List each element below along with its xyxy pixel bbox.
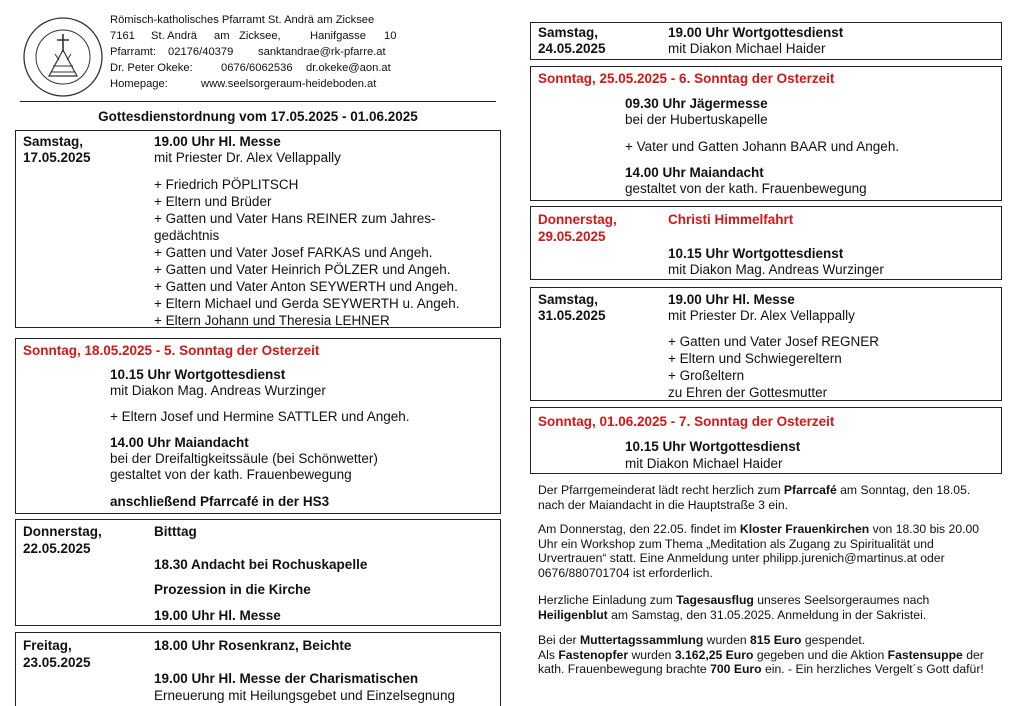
notice-tagesausflug: Herzliche Einladung zum Tagesausflug unseres Seelsorgeraumes nach Heiligenblut am Samstag, den 31.05.2025. Anmeldung in der Sakristei. — [538, 593, 930, 622]
service-time: 19.00 Uhr Wortgottesdienst — [668, 25, 844, 40]
service-time: 18.00 Uhr Rosenkranz, Beichte — [154, 638, 352, 653]
header-rule — [20, 101, 496, 102]
service-time: 19.00 Uhr Hl. Messe — [154, 608, 281, 623]
entry-day: Samstag, — [23, 134, 84, 149]
intention: + Eltern Josef und Hermine SATTLER und Angeh. — [110, 409, 410, 424]
celebrant: mit Priester Dr. Alex Vellappally — [668, 308, 855, 323]
service-location: bei der Dreifaltigkeitssäule (bei Schönwetter) — [110, 451, 378, 466]
entry-sunday-01 — [530, 407, 1002, 474]
entry-saturday-24 — [530, 22, 1002, 60]
service-time: 18.30 Andacht bei Rochuskapelle — [154, 557, 368, 572]
celebrant: mit Priester Dr. Alex Vellappally — [154, 150, 341, 165]
entry-date: 22.05.2025 — [23, 541, 91, 556]
service-time: 14.00 Uhr Maiandacht — [110, 435, 249, 450]
entry-thursday-22 — [15, 519, 501, 626]
header-priest: Dr. Peter Okeke: 0676/6062536 dr.okeke@aon.at — [110, 62, 391, 74]
entry-day: Freitag, — [23, 638, 72, 653]
service-location: bei der Hubertuskapelle — [625, 112, 768, 127]
entry-sunday-18 — [15, 338, 501, 514]
intention: + Eltern und Brüder — [154, 194, 272, 209]
pfarrcafe-note: anschließend Pfarrcafé in der HS3 — [110, 494, 330, 509]
entry-date: 29.05.2025 — [538, 229, 606, 244]
notice-collections: Bei der Muttertagssammlung wurden 815 Euro gespendet. Als Fastenopfer wurden 3.162,25 Euro gegeben und die Aktion Fastensuppe der kath. Frauenbewegung brachte 700 Euro ein. - Ein herzliches Vergelt´s Gott dafür! — [538, 633, 984, 677]
procession: Prozession in die Kirche — [154, 582, 311, 597]
intention: + Friedrich PÖPLITSCH — [154, 177, 299, 192]
bitttag-label: Bitttag — [154, 524, 197, 539]
entry-day: Donnerstag, — [538, 212, 617, 227]
sunday-heading: Sonntag, 01.06.2025 - 7. Sonntag der Osterzeit — [538, 414, 835, 429]
intention: zu Ehren der Gottesmutter — [668, 385, 828, 400]
intention: + Vater und Gatten Johann BAAR und Angeh. — [625, 139, 900, 154]
service-time: 10.15 Uhr Wortgottesdienst — [668, 246, 844, 261]
service-organizer: gestaltet von der kath. Frauenbewegung — [110, 467, 352, 482]
intention: + Gatten und Vater Hans REINER zum Jahres- — [154, 211, 436, 226]
entry-day: Donnerstag, — [23, 524, 102, 539]
notice-pfarrcafe: Der Pfarrgemeinderat lädt recht herzlich zum Pfarrcafé am Sonntag, den 18.05. nach der Maiandacht in die Hauptstraße 3 ein. — [538, 483, 971, 512]
celebrant: mit Diakon Michael Haider — [668, 41, 826, 56]
entry-sunday-25 — [530, 66, 1002, 201]
intention: + Eltern Michael und Gerda SEYWERTH u. Angeh. — [154, 296, 460, 311]
intention: + Gatten und Vater Josef REGNER — [668, 334, 879, 349]
entry-day: Samstag, — [538, 292, 599, 307]
intention: + Eltern Johann und Theresia LEHNER — [154, 313, 390, 328]
service-desc: Erneuerung mit Heilungsgebet und Einzelsegnung — [154, 688, 455, 703]
service-time: 09.30 Uhr Jägermesse — [625, 96, 768, 111]
entry-date: 23.05.2025 — [23, 655, 91, 670]
intention: + Gatten und Vater Heinrich PÖLZER und Angeh. — [154, 262, 451, 277]
sunday-heading: Sonntag, 18.05.2025 - 5. Sonntag der Osterzeit — [23, 343, 320, 358]
service-time: 10.15 Uhr Wortgottesdienst — [625, 439, 801, 454]
entry-date: 31.05.2025 — [538, 308, 606, 323]
intention: + Gatten und Vater Anton SEYWERTH und Angeh. — [154, 279, 458, 294]
service-time: 19.00 Uhr Hl. Messe der Charismatischen — [154, 671, 419, 686]
feast-name: Christi Himmelfahrt — [668, 212, 794, 227]
service-time: 10.15 Uhr Wortgottesdienst — [110, 367, 286, 382]
entry-date: 17.05.2025 — [23, 150, 91, 165]
header-phone: Pfarramt: 02176/40379 sanktandrae@rk-pfarre.at — [110, 46, 386, 58]
header-line-1: Römisch-katholisches Pfarramt St. Andrä am Zicksee — [110, 14, 375, 26]
entry-date: 24.05.2025 — [538, 41, 606, 56]
entry-saturday-17 — [15, 130, 501, 328]
celebrant: mit Diakon Mag. Andreas Wurzinger — [110, 383, 326, 398]
entry-thursday-29 — [530, 206, 1002, 280]
intention: gedächtnis — [154, 228, 220, 243]
sunday-heading: Sonntag, 25.05.2025 - 6. Sonntag der Osterzeit — [538, 71, 835, 86]
entry-friday-23 — [15, 632, 501, 706]
service-organizer: gestaltet von der kath. Frauenbewegung — [625, 181, 867, 196]
header-homepage: Homepage: www.seelsorgeraum-heideboden.at — [110, 78, 377, 90]
celebrant: mit Diakon Michael Haider — [625, 456, 783, 471]
entry-day: Samstag, — [538, 25, 599, 40]
intention: + Gatten und Vater Josef FARKAS und Angeh. — [154, 245, 433, 260]
service-time: 14.00 Uhr Maiandacht — [625, 165, 764, 180]
service-time: 19.00 Uhr Hl. Messe — [154, 134, 281, 149]
entry-saturday-31 — [530, 287, 1002, 401]
intention: + Großeltern — [668, 368, 745, 383]
page-title: Gottesdienstordnung vom 17.05.2025 - 01.06.2025 — [98, 109, 418, 124]
header-address: 7161 St. Andrä am Zicksee, Hanifgasse 10 — [110, 30, 397, 42]
notice-workshop: Am Donnerstag, den 22.05. findet im Kloster Frauenkirchen von 18.30 bis 20.00 Uhr ein Workshop zum Thema „Meditation als Zugang zu Spiritualität und Urvertrauen“ statt. Eine Anmeldung unter philipp.jurenich@martinus.at oder 0676/880701704 ist erforderlich. — [538, 522, 980, 580]
celebrant: mit Diakon Mag. Andreas Wurzinger — [668, 262, 884, 277]
intention: + Eltern und Schwiegereltern — [668, 351, 842, 366]
service-time: 19.00 Uhr Hl. Messe — [668, 292, 795, 307]
parish-seal — [22, 16, 104, 98]
